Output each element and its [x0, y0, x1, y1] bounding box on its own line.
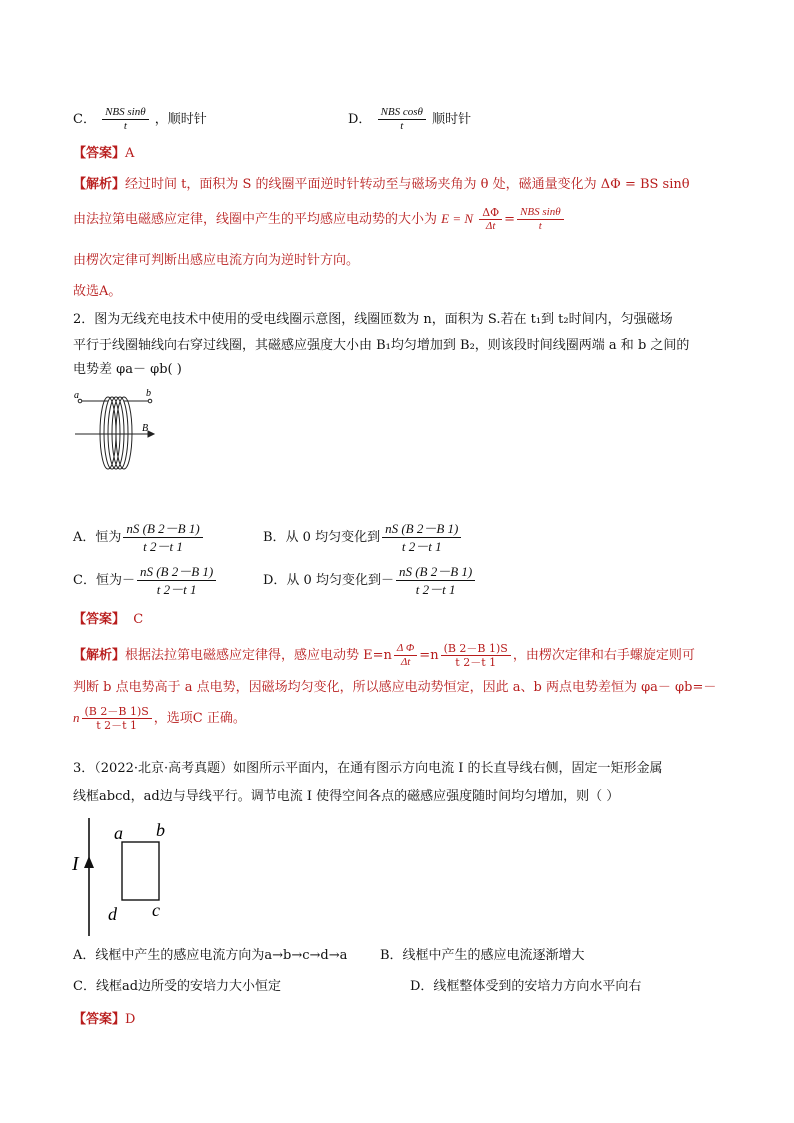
label-B: B — [142, 423, 149, 434]
fraction — [394, 642, 417, 669]
q2-option-b — [263, 520, 463, 555]
numerator: (B 2－B 1)S — [82, 705, 152, 719]
q2-option-c — [73, 563, 218, 598]
q3-option-a: A．线框中产生的感应电流方向为a→b→c→d→a — [73, 948, 348, 963]
denominator: t — [123, 120, 127, 132]
denominator: t — [538, 220, 542, 232]
numerator: NBS cosθ — [378, 106, 426, 120]
option-suffix: 顺时针 — [432, 112, 472, 127]
label-d: d — [108, 904, 117, 924]
numerator: nS (B 2－B 1) — [137, 563, 216, 581]
numerator: Δ Φ — [394, 642, 417, 656]
option-suffix: ，顺时针 — [154, 112, 207, 127]
analysis-text: ，由楞次定律和右手螺旋定则可 — [512, 648, 695, 663]
formula-lhs: E = N — [441, 211, 474, 226]
q2-analysis-line1 — [73, 642, 695, 669]
answer-value: A — [125, 146, 135, 161]
answer-value: D — [125, 1012, 136, 1027]
q1-analysis-line1 — [73, 176, 690, 194]
option-label: A．恒为 — [73, 530, 122, 545]
option-label: D．从 0 均匀变化到－ — [263, 573, 394, 588]
fraction — [102, 106, 149, 133]
numerator: ΔΦ — [479, 206, 502, 220]
coil-figure — [70, 385, 170, 480]
denominator: t 2－t 1 — [143, 539, 183, 554]
denominator: t 2－t 1 — [96, 719, 138, 732]
option-label: C． — [73, 112, 96, 127]
option-label: C．恒为－ — [73, 573, 135, 588]
denominator: Δt — [485, 220, 496, 232]
fraction — [82, 705, 152, 732]
fraction — [378, 106, 426, 133]
denominator: t 2－t 1 — [455, 656, 497, 669]
label-b: b — [156, 820, 165, 840]
analysis-text: =n — [419, 648, 439, 663]
numerator: nS (B 2－B 1) — [123, 520, 202, 538]
fraction — [123, 520, 202, 555]
q1-conclusion: 故选A。 — [73, 284, 122, 299]
q1-option-c — [73, 106, 207, 133]
label-I: I — [72, 853, 79, 875]
wire-loop-figure — [70, 812, 190, 940]
denominator: t — [400, 120, 404, 132]
answer-tag: 【答案】 — [73, 1012, 126, 1027]
label-a: a — [114, 823, 123, 843]
label-b: b — [146, 388, 151, 399]
fraction — [479, 206, 502, 233]
q2-answer — [73, 611, 143, 629]
denominator: t 2－t 1 — [401, 539, 442, 554]
q3-option-c: C．线框ad边所受的安培力大小恒定 — [73, 979, 282, 994]
answer-value: C — [133, 612, 144, 627]
q3-answer — [73, 1011, 135, 1029]
numerator: NBS sinθ — [102, 106, 149, 120]
q2-stem-line2: 平行于线圈轴线向右穿过线圈，其磁感应强度大小由 B₁均匀增加到 B₂，则该段时间线圈两端 a 和 b 之间的 — [73, 338, 690, 353]
q2-stem-line1: 2．图为无线充电技术中使用的受电线圈示意图，线圈匝数为 n，面积为 S.若在 t₁到 t₂时间内，匀强磁场 — [73, 312, 673, 327]
denominator: t 2－t 1 — [156, 582, 197, 597]
analysis-text: n — [73, 710, 80, 725]
q3-stem-line2: 线框abcd，ad边与导线平行。调节电流 I 使得空间各点的磁感应强度随时间均匀增加，则（ ） — [73, 789, 620, 804]
q3-stem-line1: 3．（2022·北京·高考真题）如图所示平面内，在通有图示方向电流 I 的长直导线右侧，固定一矩形金属 — [73, 761, 663, 776]
denominator: Δt — [400, 656, 411, 668]
q2-option-d — [263, 563, 477, 598]
numerator: NBS sinθ — [517, 206, 564, 220]
q3-option-d: D．线框整体受到的安培力方向水平向右 — [410, 979, 642, 994]
denominator: t 2－t 1 — [415, 582, 456, 597]
label-a: a — [74, 390, 79, 401]
q2-option-a — [73, 520, 205, 555]
fraction — [382, 520, 461, 555]
analysis-tag: 【解析】 — [73, 648, 126, 663]
q3-option-b: B．线框中产生的感应电流逐渐增大 — [380, 948, 585, 963]
q2-analysis-line3 — [73, 705, 246, 732]
analysis-text: 经过时间 t，面积为 S 的线圈平面逆时针转动至与磁场夹角为 θ 处，磁通量变化为 ΔΦ = BS sinθ — [125, 177, 690, 192]
q1-analysis-line3: 由楞次定律可判断出感应电流方向为逆时针方向。 — [73, 253, 360, 268]
analysis-text: 根据法拉第电磁感应定律得，感应电动势 E=n — [125, 648, 392, 663]
option-label: D． — [348, 112, 372, 127]
numerator: nS (B 2－B 1) — [382, 520, 461, 538]
fraction — [396, 563, 475, 598]
fraction — [517, 206, 564, 233]
numerator: (B 2－B 1)S — [441, 642, 511, 656]
q1-answer — [73, 145, 134, 163]
q2-analysis-line2: 判断 b 点电势高于 a 点电势，因磁场均匀变化，所以感应电动势恒定，因此 a、b 两点电势差恒为 φa－ φb=－ — [73, 680, 717, 695]
analysis-tag: 【解析】 — [73, 177, 126, 192]
q1-analysis-line2: 由法拉第电磁感应定律，线圈中产生的平均感应电动势的大小为 E = N $\frac{\Delta\Phi}{\Delta t}$ = $\frac{\text{NBS sinθ}}{t}$ — [73, 206, 566, 233]
analysis-text: ，选项C 正确。 — [153, 711, 246, 726]
option-label: B．从 0 均匀变化到 — [263, 530, 381, 545]
numerator: nS (B 2－B 1) — [396, 563, 475, 581]
analysis-text: 由法拉第电磁感应定律，线圈中产生的平均感应电动势的大小为 — [73, 212, 438, 227]
q2-stem-line3: 电势差 φa－ φb( ) — [73, 362, 182, 377]
fraction — [441, 642, 511, 669]
fraction — [137, 563, 216, 598]
label-c: c — [152, 900, 160, 920]
answer-tag: 【答案】 — [73, 612, 126, 627]
answer-tag: 【答案】 — [73, 146, 126, 161]
q1-option-d — [348, 106, 471, 133]
